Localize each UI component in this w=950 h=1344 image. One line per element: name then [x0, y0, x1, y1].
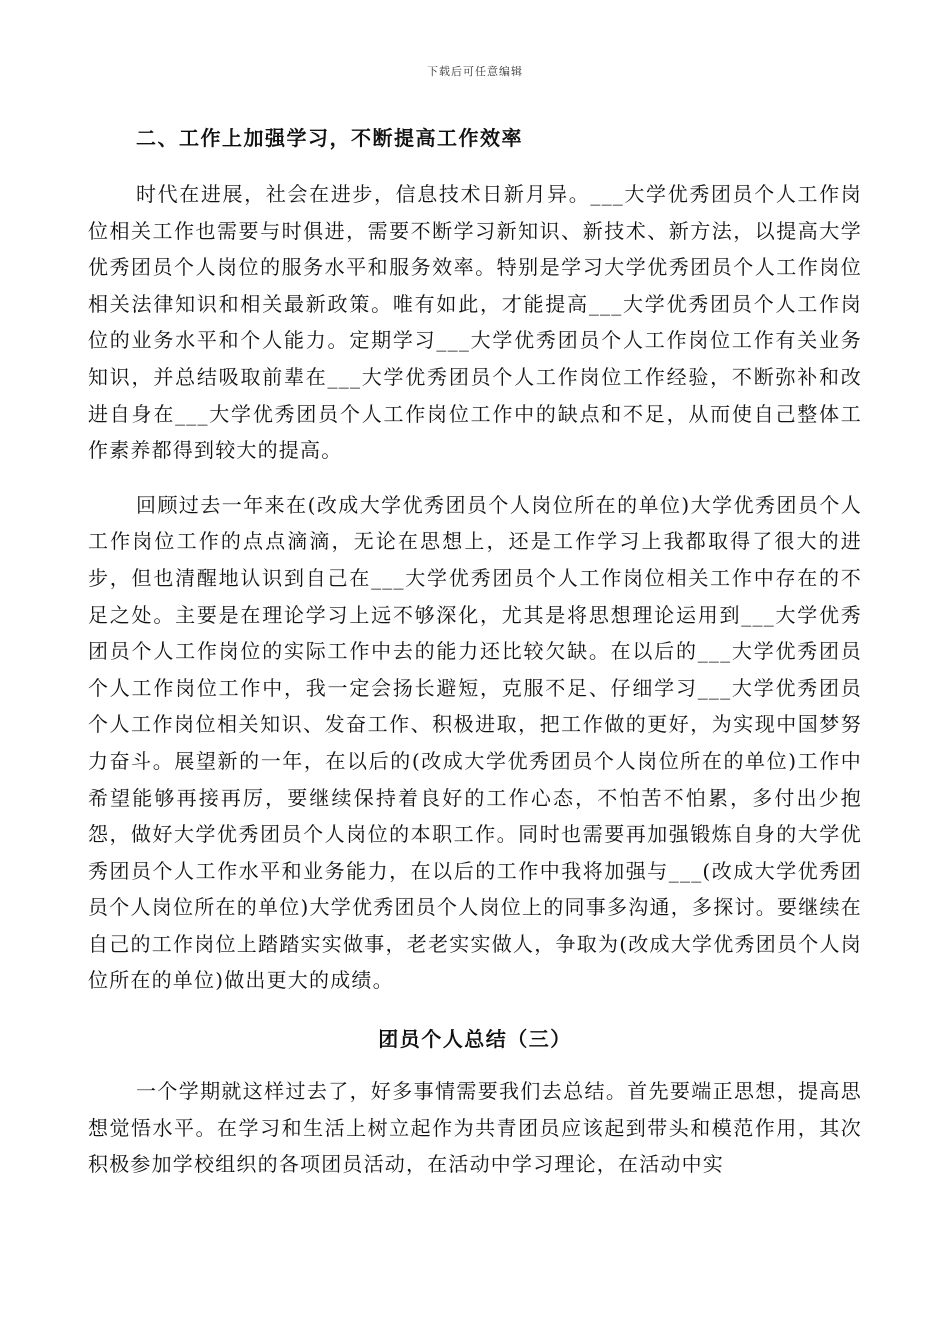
paragraph-learning: 时代在进展，社会在进步，信息技术日新月异。___大学优秀团员个人工作岗位相关工作也需要与时俱进，需要不断学习新知识、新技术、新方法，以提高大学优秀团员个人岗位的服务水平和服务效率。特别是学习大学优秀团员个人工作岗位相关法律知识和相关最新政策。唯有如此，才能提高___大学优秀团员个人工作岗位的业务水平和个人能力。定期学习___大学优秀团员个人工作岗位工作有关业务知识，并总结吸取前辈在___大学优秀团员个人工作岗位工作经验，不断弥补和改进自身在___大学优秀团员个人工作岗位工作中的缺点和不足，从而使自己整体工作素养都得到较大的提高。 [88, 182, 862, 463]
section-heading: 二、工作上加强学习，不断提高工作效率 [136, 126, 523, 150]
document-body [88, 118, 862, 1183]
header-note: 下载后可任意编辑 [427, 65, 523, 78]
paragraph-review: 回顾过去一年来在(改成大学优秀团员个人岗位所在的单位)大学优秀团员个人工作岗位工作的点点滴滴，无论在思想上，还是工作学习上我都取得了很大的进步，但也清醒地认识到自己在___大学优秀团员个人工作岗位相关工作中存在的不足之处。主要是在理论学习上远不够深化，尤其是将思想理论运用到___大学优秀团员个人工作岗位的实际工作中去的能力还比较欠缺。在以后的___大学优秀团员个人工作岗位工作中，我一定会扬长避短，克服不足、仔细学习___大学优秀团员个人工作岗位相关知识、发奋工作、积极进取，把工作做的更好，为实现中国梦努力奋斗。展望新的一年，在以后的(改成大学优秀团员个人岗位所在的单位)工作中希望能够再接再厉，要继续保持着良好的工作心态，不怕苦不怕累，多付出少抱怨，做好大学优秀团员个人岗位的本职工作。同时也需要再加强锻炼自身的大学优秀团员个人工作水平和业务能力，在以后的工作中我将加强与___(改成大学优秀团员个人岗位所在的单位)大学优秀团员个人岗位上的同事多沟通，多探讨。要继续在自己的工作岗位上踏踏实实做事，老老实实做人，争取为(改成大学优秀团员个人岗位所在的单位)做出更大的成绩。 [88, 492, 862, 993]
paragraph-semester: 一个学期就这样过去了，好多事情需要我们去总结。首先要端正思想，提高思想觉悟水平。在学习和生活上树立起作为共青团员应该起到带头和模范作用，其次积极参加学校组织的各项团员活动，在活动中学习理论，在活动中实 [88, 1079, 862, 1177]
summary-subtitle: 团员个人总结（三） [378, 1027, 572, 1052]
